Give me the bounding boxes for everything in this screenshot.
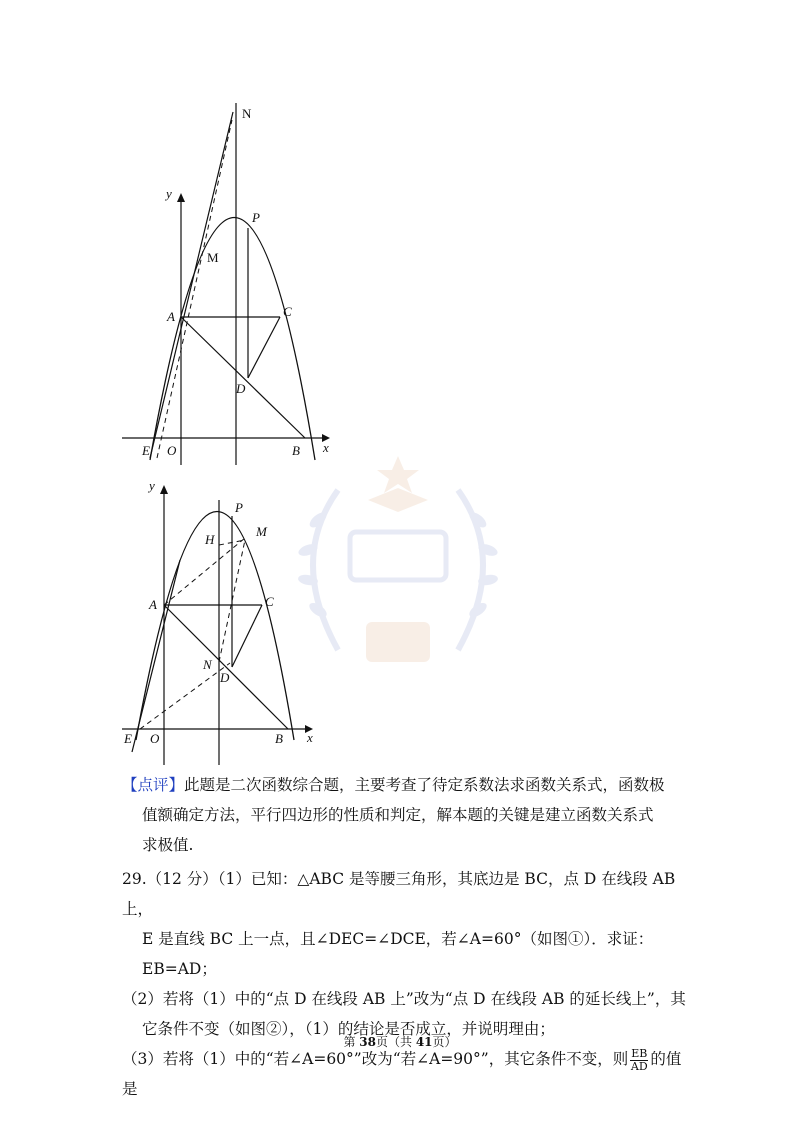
label-d: D [236, 381, 246, 396]
label-n: N [242, 106, 252, 121]
label-c: C [265, 594, 274, 609]
label-b: B [292, 443, 300, 458]
figure-1 [110, 95, 350, 470]
label-c: C [283, 304, 292, 319]
label-m: M [256, 524, 267, 539]
segment-cd [248, 317, 280, 378]
fraction-eb-ad [630, 1048, 648, 1073]
footer-pre: 第 [343, 1035, 360, 1049]
label-p: P [235, 500, 243, 515]
problem-line-5-after: 的值是 [122, 1050, 682, 1098]
footer-total-pages: 41 [415, 1035, 433, 1049]
comment-text-1: 此题是二次函数综合题，主要考查了待定系数法求函数关系式，函数极 [184, 776, 665, 794]
problem-29 [122, 864, 692, 1104]
comment-line-2: 值额确定方法，平行四边形的性质和判定，解本题的关键是建立函数关系式 [142, 806, 654, 824]
star-icon [377, 456, 419, 493]
y-axis-arrow [177, 193, 185, 202]
comment-tag: 【点评】 [122, 776, 185, 794]
label-o: O [150, 731, 160, 746]
comment-line-3: 求极值. [142, 836, 194, 854]
tangent-line [132, 560, 180, 752]
dashed-en [140, 663, 230, 729]
label-x: x [307, 730, 313, 745]
comment-line-1 [122, 770, 682, 800]
cap-icon [368, 488, 428, 512]
footer-post: 页） [432, 1035, 457, 1049]
label-y: y [149, 478, 155, 493]
problem-line-5 [122, 1044, 692, 1104]
label-a: A [149, 597, 157, 612]
label-d: D [220, 670, 230, 685]
label-p: P [252, 210, 260, 225]
problem-line-2: E 是直线 BC 上一点，且∠DEC=∠DCE，若∠A=60°（如图①）．求证：EB=AD； [142, 930, 654, 978]
label-x: x [323, 440, 329, 455]
problem-line-1: 29.（12 分）（1）已知：△ABC 是等腰三角形，其底边是 BC，点 D 在线段 AB 上， [122, 870, 676, 918]
footer-mid: 页（共 [375, 1035, 416, 1049]
segment-cd [232, 605, 262, 667]
page-footer [0, 1033, 800, 1050]
problem-line-3: （2）若将（1）中的“点 D 在线段 AB 上”改为“点 D 在线段 AB 的延长线上”，其 [122, 990, 686, 1008]
label-b: B [275, 731, 283, 746]
segment-ab [181, 317, 305, 438]
fraction-denominator: AD [630, 1059, 648, 1073]
tangent-line [150, 112, 233, 458]
problem-line-5-before: （3）若将（1）中的“若∠A=60°”改为“若∠A=90°”，其它条件不变，则 [122, 1050, 629, 1068]
label-e: E [142, 443, 150, 458]
label-a: A [167, 309, 175, 324]
label-n: N [203, 657, 212, 672]
comment-block [122, 770, 682, 860]
problem-line-4: 它条件不变（如图②），（1）的结论是否成立，并说明理由； [142, 1020, 555, 1038]
parabola [136, 512, 294, 741]
label-y: y [166, 186, 172, 201]
label-m: M [207, 250, 219, 265]
label-o: O [167, 443, 177, 458]
watermark-logo [278, 450, 518, 690]
label-e: E [124, 731, 132, 746]
dashed-line [157, 120, 232, 458]
footer-page-number: 38 [359, 1035, 376, 1049]
segment-ab [164, 605, 288, 729]
fraction-numerator: EB [631, 1046, 648, 1060]
label-h: H [205, 532, 215, 547]
y-axis-arrow [160, 485, 168, 494]
